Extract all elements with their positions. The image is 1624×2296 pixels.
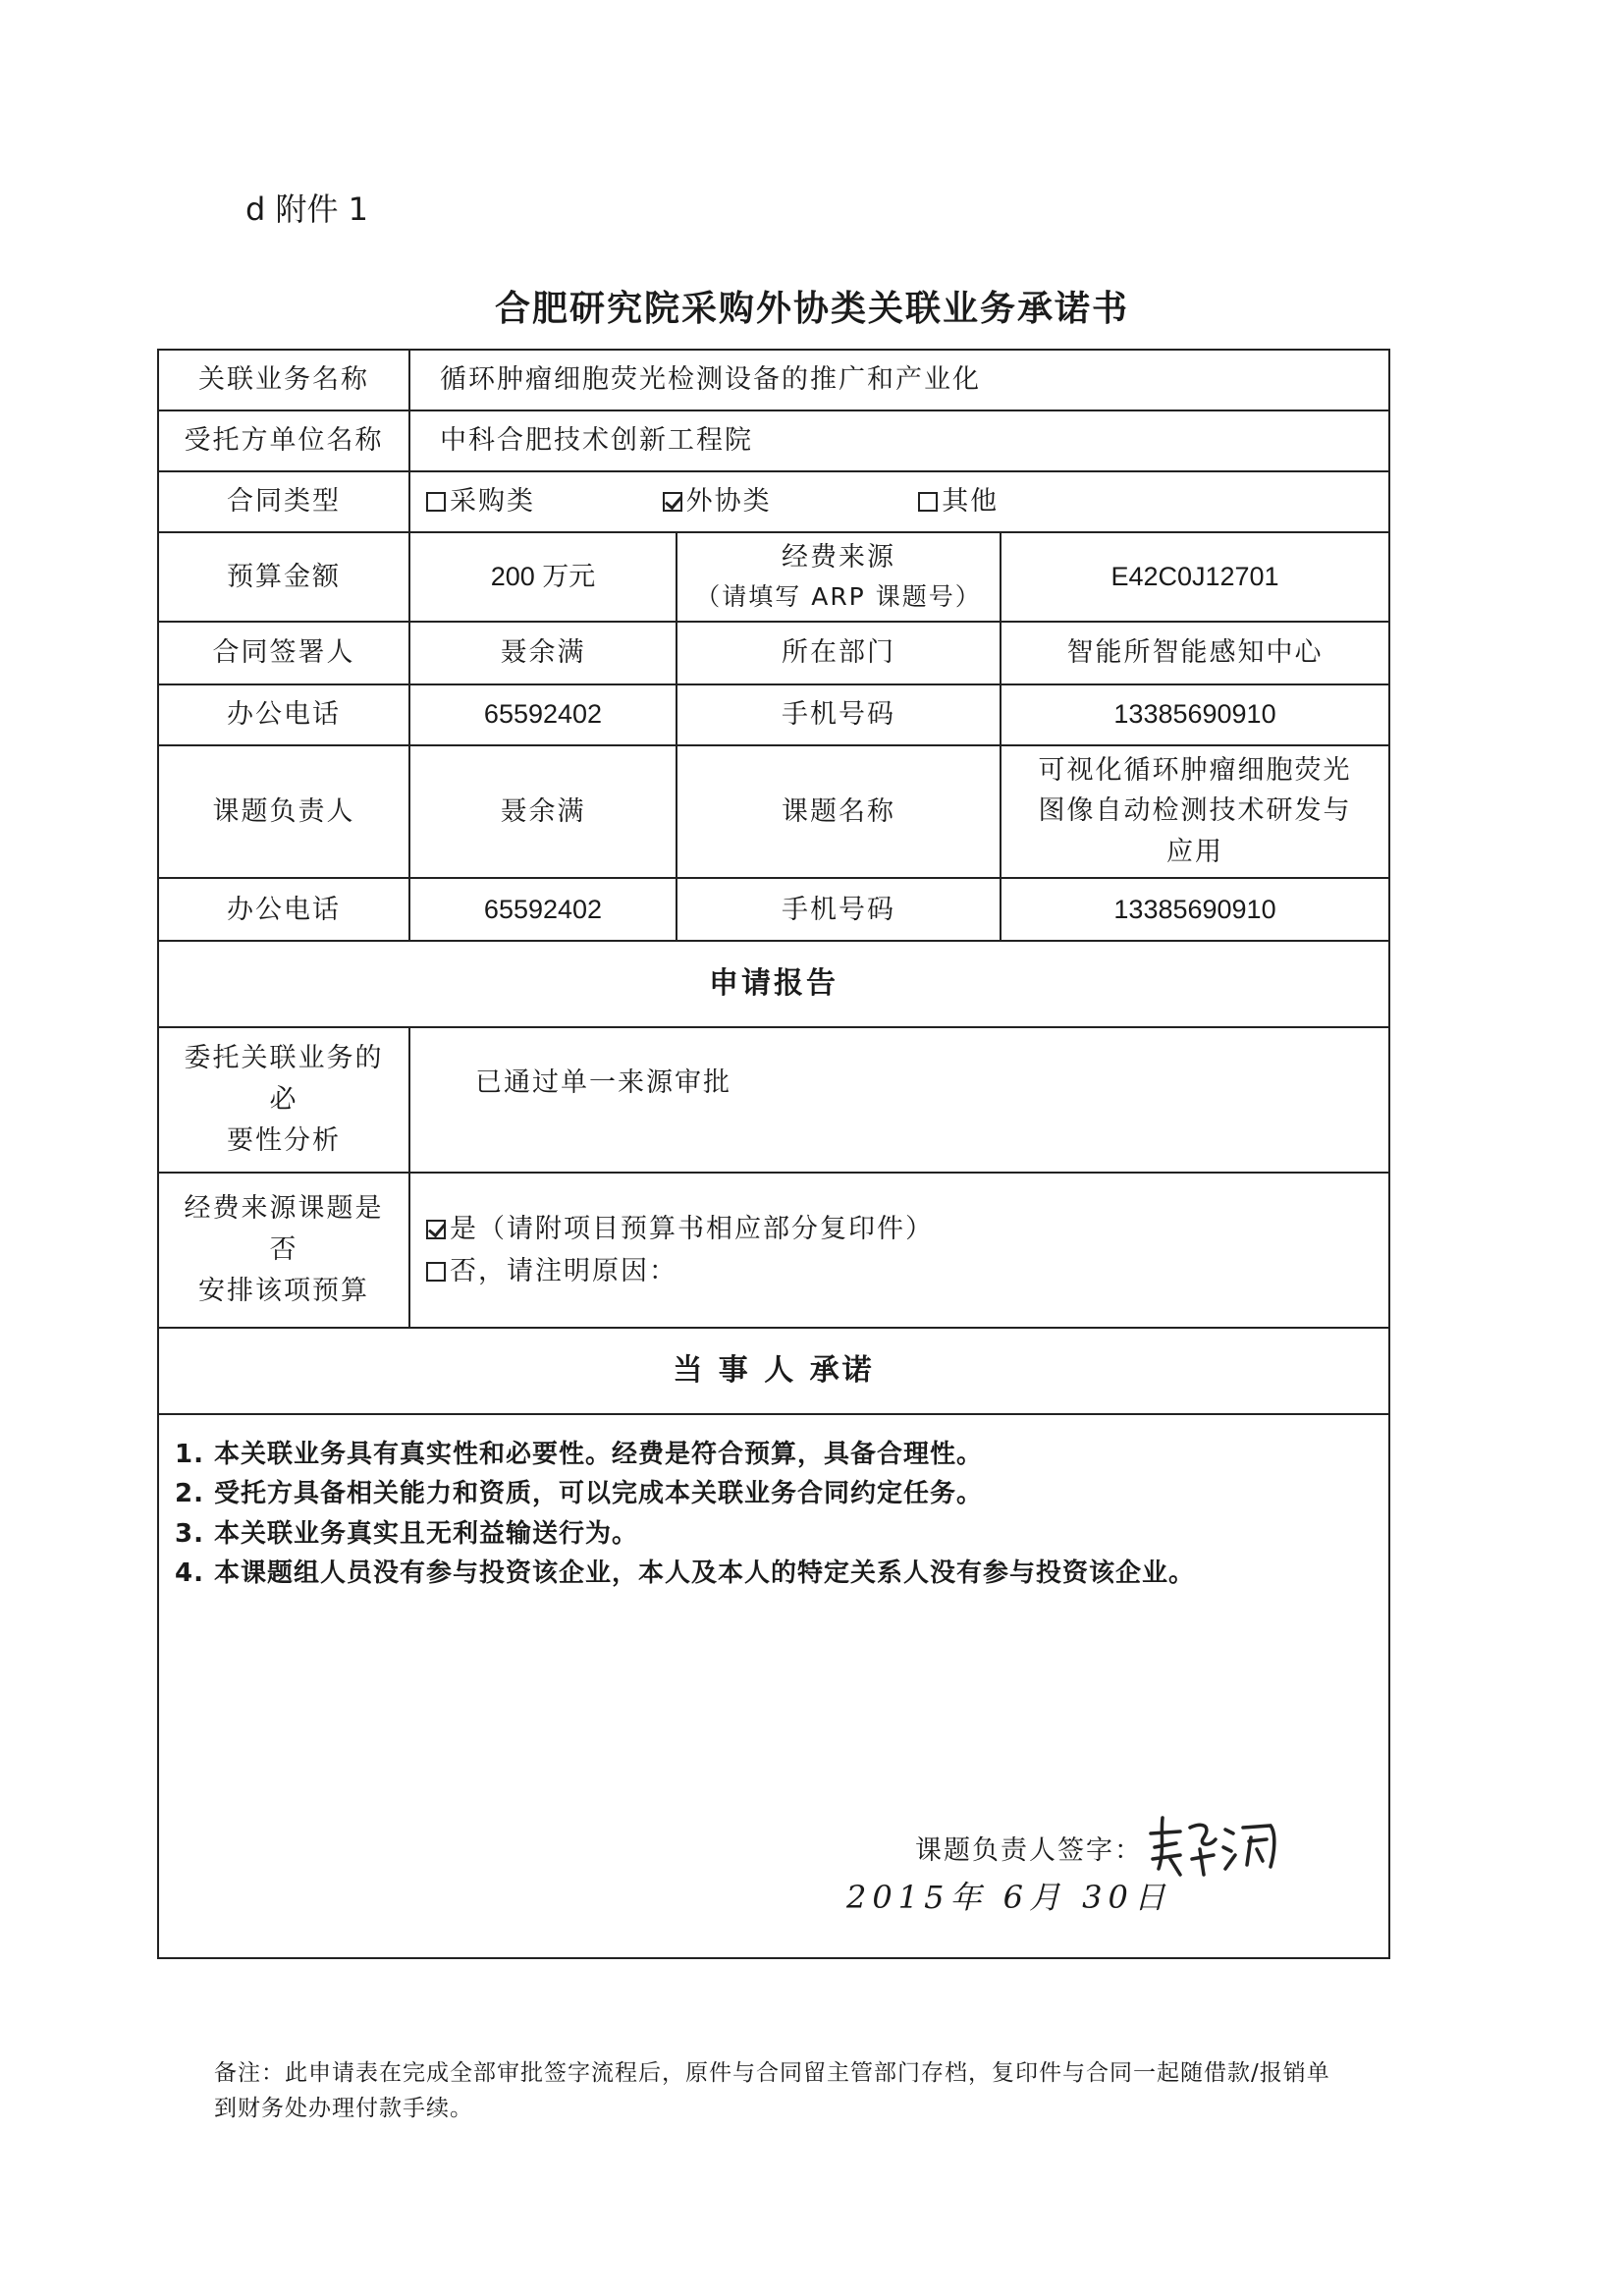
row-office-phone-2 <box>158 878 1389 941</box>
fund-source-label-line2: （请填写 ARP 课题号） <box>695 581 982 611</box>
row-project-leader <box>158 745 1389 879</box>
fund-source-value: E42C0J12701 <box>1001 532 1389 622</box>
signature-name <box>175 1593 176 1594</box>
project-name-line: 图像自动检测技术研发与 <box>1038 795 1352 827</box>
budget-arranged-no-label: 否，请注明原因： <box>450 1256 677 1287</box>
business-name-value: 循环肿瘤细胞荧光检测设备的推广和产业化 <box>409 350 1389 410</box>
project-name-line: 可视化循环肿瘤细胞荧光 <box>1038 754 1352 786</box>
row-contract-type <box>158 471 1389 532</box>
pledge-header: 当 事 人 承诺 <box>158 1328 1389 1414</box>
necessity-label-line2: 要性分析 <box>227 1125 341 1157</box>
row-budget-arranged <box>158 1173 1389 1328</box>
contract-type-option-outsourcing <box>663 482 908 520</box>
office-phone2-label: 办公电话 <box>158 878 409 941</box>
pledge-section <box>158 1414 1389 1958</box>
project-name-line: 应用 <box>1166 837 1223 868</box>
row-pledges <box>158 1414 1389 1958</box>
fund-source-label <box>677 532 1001 622</box>
project-leader-label: 课题负责人 <box>158 745 409 879</box>
checkbox-checked-icon <box>426 1220 446 1239</box>
office-phone-value: 65592402 <box>409 684 677 745</box>
necessity-label <box>158 1027 409 1173</box>
row-entrusted-unit <box>158 410 1389 471</box>
mobile-value: 13385690910 <box>1001 684 1389 745</box>
department-label: 所在部门 <box>677 622 1001 684</box>
contract-type-option-purchase <box>426 482 652 520</box>
commitment-form-table <box>157 349 1390 1959</box>
signature-label: 课题负责人签字： <box>915 1835 1143 1867</box>
row-necessity <box>158 1027 1389 1173</box>
application-report-header: 申请报告 <box>158 941 1389 1027</box>
contract-type-option-other <box>918 482 999 520</box>
contract-type-options <box>409 471 1389 532</box>
budget-arranged-label <box>158 1173 409 1328</box>
mobile2-value: 13385690910 <box>1001 878 1389 941</box>
office-phone-label: 办公电话 <box>158 684 409 745</box>
signer-label: 合同签署人 <box>158 622 409 684</box>
budget-arranged-label-line1: 经费来源课题是否 <box>184 1193 384 1266</box>
entrusted-unit-label: 受托方单位名称 <box>158 410 409 471</box>
signature-date: 2015年 6月 30日 <box>846 1879 1171 1917</box>
budget-label: 预算金额 <box>158 532 409 622</box>
necessity-value: 已通过单一来源审批 <box>409 1027 1389 1173</box>
option-label: 外协类 <box>685 486 772 518</box>
business-name-label: 关联业务名称 <box>158 350 409 410</box>
handwritten-signature-image <box>1141 1804 1288 1883</box>
budget-arranged-yes <box>426 1208 1377 1250</box>
necessity-label-line1: 委托关联业务的必 <box>184 1043 384 1116</box>
project-leader-value: 聂余满 <box>409 745 677 879</box>
footer-note: 备注：此申请表在完成全部审批签字流程后，原件与合同留主管部门存档，复印件与合同一起随借款/报销单到财务处办理付款手续。 <box>214 2060 1330 2121</box>
department-value: 智能所智能感知中心 <box>1001 622 1389 684</box>
checkbox-unchecked-icon <box>918 492 938 512</box>
option-label: 采购类 <box>450 486 535 518</box>
budget-arranged-no <box>426 1250 1377 1292</box>
signer-value: 聂余满 <box>409 622 677 684</box>
project-name-value <box>1001 745 1389 879</box>
entrusted-unit-value: 中科合肥技术创新工程院 <box>409 410 1389 471</box>
checkbox-unchecked-icon <box>426 492 446 512</box>
budget-arranged-label-line2: 安排该项预算 <box>198 1276 369 1307</box>
checkbox-unchecked-icon <box>426 1262 446 1282</box>
row-budget <box>158 532 1389 622</box>
pledge-item: 4. 本课题组人员没有参与投资该企业，本人及本人的特定关系人没有参与投资该企业。 <box>175 1558 1196 1589</box>
budget-arranged-options <box>409 1173 1389 1328</box>
attachment-label: d 附件 1 <box>245 191 369 228</box>
contract-type-label: 合同类型 <box>158 471 409 532</box>
pledge-item: 2. 受托方具备相关能力和资质，可以完成本关联业务合同约定任务。 <box>175 1479 984 1509</box>
row-pledge-header <box>158 1328 1389 1414</box>
office-phone2-value: 65592402 <box>409 878 677 941</box>
option-label: 其他 <box>942 486 1000 518</box>
row-business-name <box>158 350 1389 410</box>
pledge-item: 3. 本关联业务真实且无利益输送行为。 <box>175 1518 639 1549</box>
budget-value: 200 万元 <box>409 532 677 622</box>
fund-source-label-line1: 经费来源 <box>782 542 895 573</box>
mobile2-label: 手机号码 <box>677 878 1001 941</box>
checkbox-checked-icon <box>663 492 682 512</box>
budget-arranged-yes-label: 是（请附项目预算书相应部分复印件） <box>450 1213 934 1244</box>
pledge-item: 1. 本关联业务具有真实性和必要性。经费是符合预算，具备合理性。 <box>175 1440 984 1470</box>
row-office-phone <box>158 684 1389 745</box>
project-name-label: 课题名称 <box>677 745 1001 879</box>
row-signer <box>158 622 1389 684</box>
document-title: 合肥研究院采购外协类关联业务承诺书 <box>494 289 1129 329</box>
mobile-label: 手机号码 <box>677 684 1001 745</box>
row-application-header <box>158 941 1389 1027</box>
